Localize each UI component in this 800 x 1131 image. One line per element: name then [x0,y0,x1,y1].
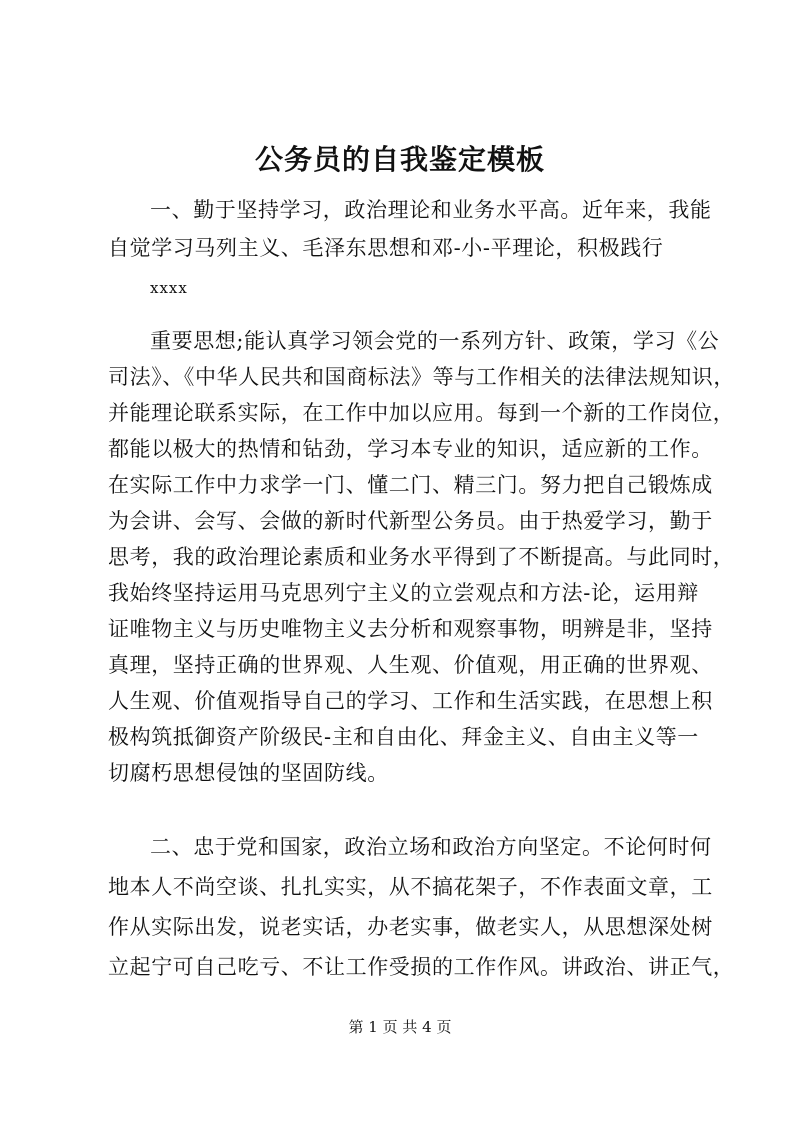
paragraph-line: 并能理论联系实际，在工作中加以应用。每到一个新的工作岗位， [108,401,735,425]
paragraph-line: 我始终坚持运用马克思列宁主义的立尝观点和方法-论，运用辩 [108,581,699,605]
paragraph-line: 在实际工作中力求学一门、懂二门、精三门。努力把自己锻炼成 [108,473,713,497]
paragraph-line: 地本人不尚空谈、扎扎实实，从不搞花架子，不作表面文章，工 [108,875,713,899]
paragraph-line: 极构筑抵御资产阶级民-主和自由化、拜金主义、自由主义等一 [108,725,699,749]
document-title: 公务员的自我鉴定模板 [254,143,545,176]
paragraph-line: 重要思想;能认真学习领会党的一系列方针、政策，学习《公 [150,329,720,353]
paragraph-line: 二、忠于党和国家，政治立场和政治方向坚定。不论何时何 [150,835,712,859]
paragraph-line: 一、勤于坚持学习，政治理论和业务水平高。近年来，我能 [150,198,712,222]
paragraph-line: 真理，坚持正确的世界观、人生观、价值观，用正确的世界观、 [108,653,713,677]
paragraph-line: 作从实际出发，说老实话，办老实事，做老实人，从思想深处树 [108,915,713,939]
paragraph-line: 证唯物主义与历史唯物主义去分析和观察事物，明辨是非，坚持 [108,617,713,641]
placeholder-text: xxxx [150,279,188,297]
paragraph-line: 自觉学习马列主义、毛泽东思想和邓-小-平理论，积极践行 [108,236,664,260]
paragraph-line: 立起宁可自己吃亏、不让工作受损的工作作风。讲政治、讲正气， [108,955,735,979]
page-footer: 第 1 页 共 4 页 [348,1018,452,1036]
paragraph-line: 思考，我的政治理论素质和业务水平得到了不断提高。与此同时， [108,545,735,569]
paragraph-line: 切腐朽思想侵蚀的坚固防线。 [108,761,389,785]
paragraph-line: 都能以极大的热情和钻劲，学习本专业的知识，适应新的工作。 [108,437,713,461]
paragraph-line: 人生观、价值观指导自己的学习、工作和生活实践，在思想上积 [108,689,713,713]
paragraph-line: 司法》、《中华人民共和国商标法》等与工作相关的法律法规知识， [108,365,735,389]
paragraph-line: 为会讲、会写、会做的新时代新型公务员。由于热爱学习，勤于 [108,509,713,533]
